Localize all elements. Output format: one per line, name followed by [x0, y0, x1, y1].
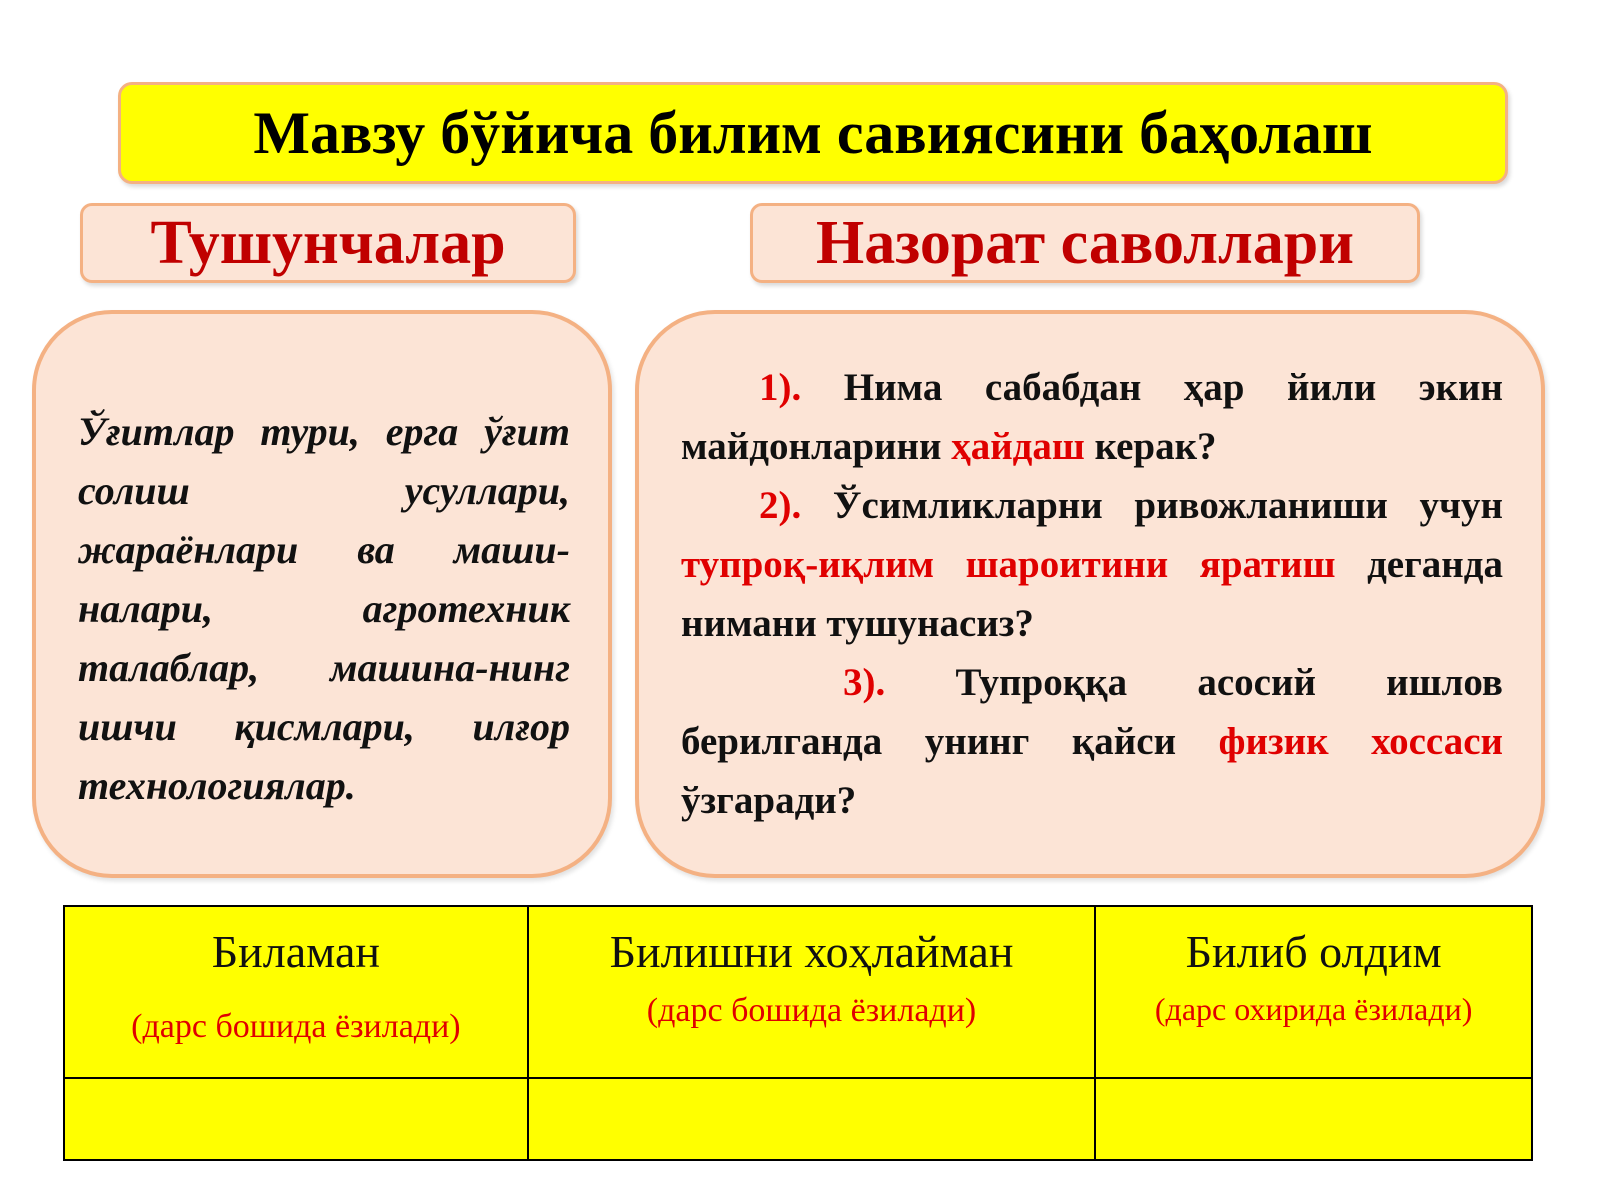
- column-want-to-know: [528, 906, 1096, 1078]
- kwl-table: [63, 905, 1533, 1161]
- question-item: [681, 476, 1503, 653]
- page-title: Мавзу бўйича билим савиясини баҳолаш: [118, 82, 1508, 184]
- question-keyword: тупроқ-иқлим шароитини яратиш: [681, 543, 1336, 586]
- question-keyword: ҳайдаш: [951, 425, 1085, 468]
- question-text: Нима сабабдан ҳар йили экин майдонларини: [681, 366, 1504, 468]
- table-header-row: [64, 906, 1532, 1078]
- column-note: (дарс бошида ёзилади): [131, 1008, 461, 1045]
- column-title: Биламан: [211, 926, 380, 977]
- question-text: Ўсимликларни ривожланиши учун: [832, 484, 1504, 527]
- table-row: [64, 1078, 1532, 1160]
- table-cell: [1095, 1078, 1532, 1160]
- question-item: [681, 358, 1503, 476]
- questions-header: Назорат саволлари: [750, 203, 1420, 283]
- question-text-end: деганда нимани тушунасиз?: [681, 543, 1504, 645]
- column-learned: [1095, 906, 1532, 1078]
- question-text-end: керак?: [1094, 425, 1217, 468]
- column-note: (дарс охирида ёзилади): [1154, 991, 1473, 1027]
- question-number: 1).: [759, 366, 802, 409]
- question-number: 3).: [843, 661, 886, 704]
- concepts-panel: [32, 310, 612, 878]
- column-title: Билиб олдим: [1185, 926, 1442, 977]
- column-know: [64, 906, 528, 1078]
- table-cell: [64, 1078, 528, 1160]
- column-title: Билишни хоҳлайман: [609, 926, 1014, 977]
- question-text: Тупроққа асосий ишлов берилганда унинг қайси: [681, 661, 1503, 763]
- question-text-end: ўзгаради?: [681, 779, 857, 822]
- questions-panel: [635, 310, 1545, 878]
- concepts-text: Ўғитлар тури, ерга ўғит солиш усуллари, жараёнлари ва маши-налари, агротехник талаблар, машина-нинг ишчи қисмлари, илғор технологиялар.: [78, 409, 570, 808]
- question-number: 2).: [759, 484, 802, 527]
- question-item: [681, 653, 1503, 830]
- table-cell: [528, 1078, 1096, 1160]
- question-keyword: физик хоссаси: [1218, 720, 1503, 763]
- questions-list: [681, 358, 1503, 830]
- column-note: (дарс бошида ёзилади): [646, 992, 977, 1029]
- concepts-header: Тушунчалар: [80, 203, 576, 283]
